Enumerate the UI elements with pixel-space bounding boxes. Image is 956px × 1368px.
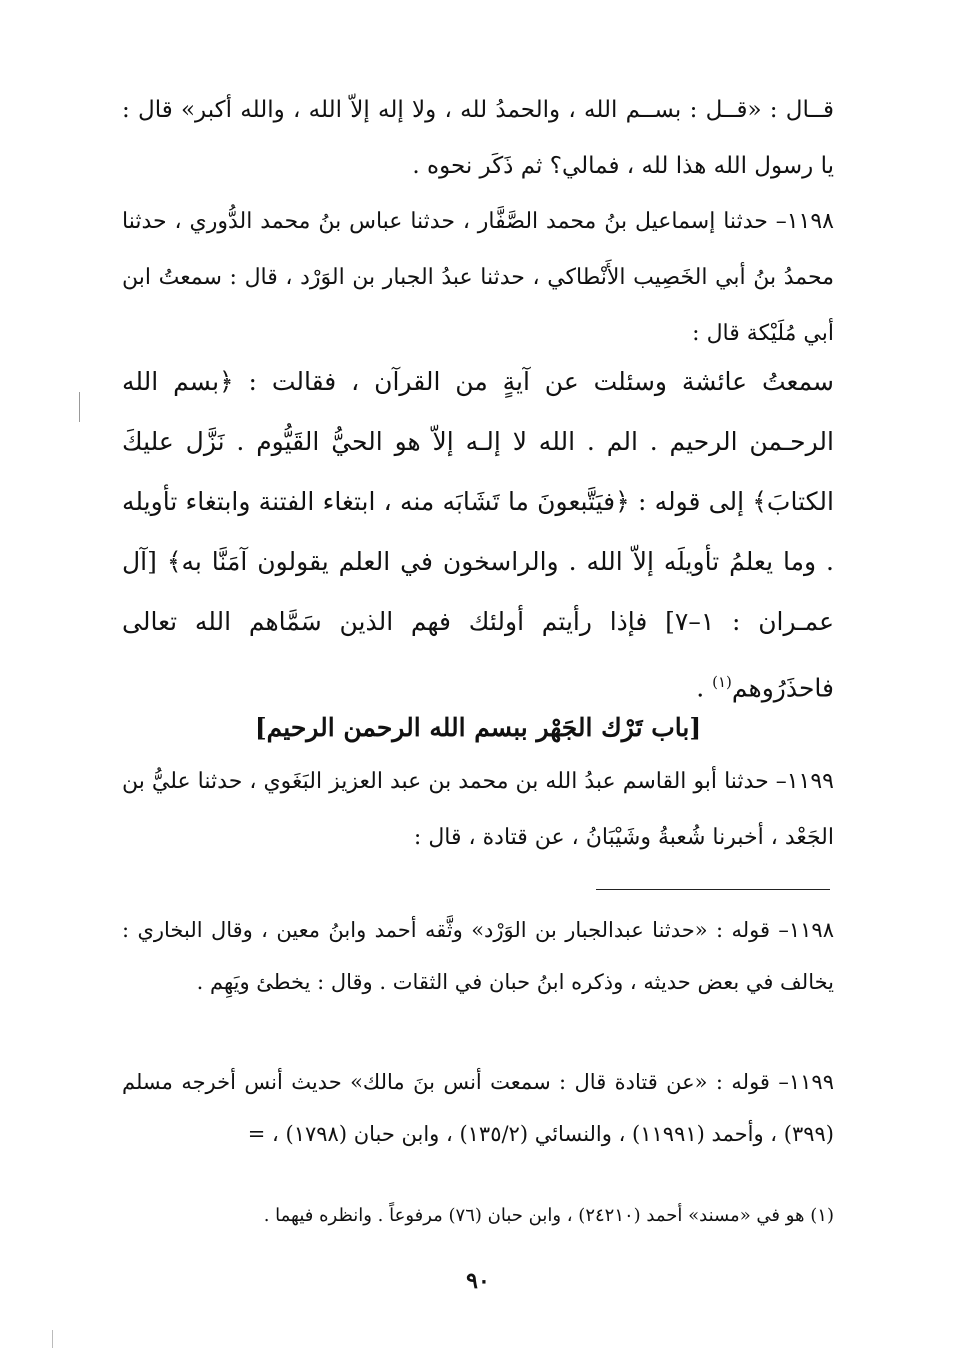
- margin-mark: [52, 1330, 53, 1348]
- hadith-1198-isnad: ١١٩٨– حدثنا إسماعيل بنُ محمد الصَّفَّار ، حدثنا عباس بنُ محمد الدُّوري ، حدثنا محمدُ بنُ أبي الخَصِيب الأَنْطاكي ، حدثنا عبدُ الجبار بن الوَرْد ، قال : سمعتُ ابن أبي مُلَيْكة قال :: [122, 209, 834, 346]
- page-number: ٩٠: [466, 1268, 490, 1294]
- hadith-1199-isnad: ١١٩٩– حدثنا أبو القاسم عبدُ الله بن محمد بن عبد العزيز البَغَوي ، حدثنا عليُّ بن الجَعْد ، أخبرنا شُعبةُ وشَيْبَانُ ، عن قتادة ، قال :: [122, 769, 834, 850]
- paragraph-continuation: قــال : «قــل : بســم الله ، والحمدُ لله ، ولا إله إلاّ الله ، والله أكبر» قال : يا رسول الله هذا لله ، فمالي؟ ثم ذَكَر نحوه .: [122, 97, 834, 179]
- note-1199: ١١٩٩– قوله : «عن قتادة قال : سمعت أنس بنَ مالك» حديث أنس أخرجه مسلم (٣٩٩) ، وأحمد (١١٩٩١) ، والنسائي (١٣٥/٢) ، وابن حبان (١٧٩٨) ، =: [122, 1070, 834, 1146]
- hadith-1198-text: سمعتُ عائشة وسئلت عن آيةٍ من القرآن ، فقالت : ﴿بسم الله الرحـمن الرحيم . الم . الله لا إلـه إلاّ هو الحيُّ القَيُّوم . نَزَّل عليكَ الكتابَ﴾ إلى قوله : ﴿فيَتَّبعونَ ما تَشَابَه منه ، ابتغاء الفتنة وابتغاء تأويله . وما يعلمُ تأويلَه إلاّ الله . والراسخون في العلم يقولون آمَنَّا به﴾ [آل عمـران : ١–٧] فإذا رأيتم أولئك فهم الذين سَمَّاهم الله تعالى فاحذَرُوهم: [122, 367, 834, 703]
- hadith-1198-matn: [122, 352, 834, 718]
- chapter-heading: [باب تَرْك الجَهْر ببسم الله الرحمن الرحيم]: [254, 713, 702, 742]
- hadith-1198-end: .: [696, 673, 713, 703]
- notes-divider: [596, 889, 830, 890]
- footnote-ref: (١): [712, 673, 732, 691]
- margin-mark: [79, 392, 80, 422]
- footnote-1: (١) هو في «مسند» أحمد (٢٤٢١٠) ، وابن حبان (٧٦) مرفوعاً . وانظره فيهما .: [263, 1205, 834, 1226]
- note-1198: ١١٩٨– قوله : «حدثنا عبدالجبار بن الوَرْد» وثَّقه أحمد وابنُ معين ، وقال البخاري : يخالف في بعض حديثه ، وذكره ابنُ حبان في الثقات . وقال : يخطئ ويَهِم .: [122, 918, 834, 994]
